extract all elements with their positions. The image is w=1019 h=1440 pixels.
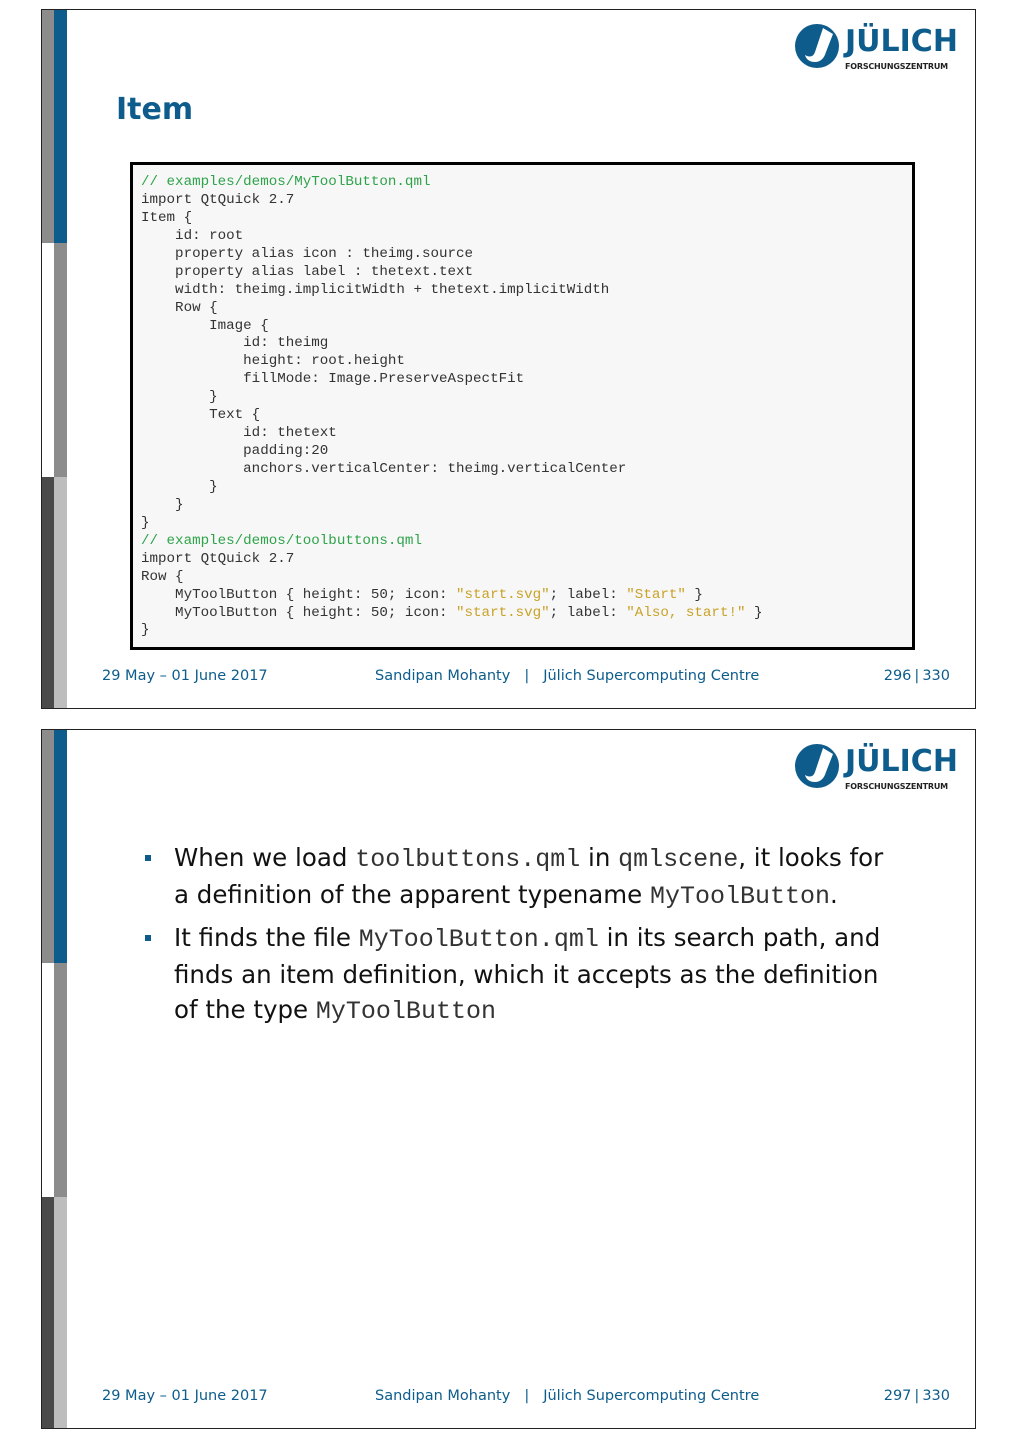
julich-logo [793,742,958,794]
inline-code: MyToolButton [315,997,496,1026]
code-line [141,551,904,569]
bullet-text: in its search path, and finds an item definition, which it accepts as the definition of the type [174,923,881,1024]
slide-title: Item [116,92,194,127]
code-string: "start.svg" [456,586,550,603]
julich-logo-icon [793,742,841,790]
code-line [141,389,904,407]
code-text: import QtQuick 2.7 [141,550,295,567]
slide-297 [41,729,976,1429]
code-string: "Also, start!" [626,604,746,621]
footer-date: 29 May – 01 June 2017 [102,668,268,684]
footer-date: 29 May – 01 June 2017 [102,1388,268,1404]
code-text: Image { [141,317,269,334]
code-line [141,461,904,479]
inline-code: MyToolButton.qml [358,925,599,954]
code-line [141,174,904,192]
code-text: Row { [141,299,218,316]
code-line [141,335,904,353]
code-text: id: root [141,227,244,244]
code-text: id: theimg [141,335,329,352]
code-line [141,605,904,623]
code-text: width: theimg.implicitWidth + thetext.implicitWidth [141,281,610,298]
code-line [141,443,904,461]
footer-center [375,668,759,684]
footer-org: Jülich Supercomputing Centre [543,668,760,684]
code-text: property alias label : thetext.text [141,263,474,280]
code-text: } [141,478,218,495]
code-line [141,569,904,587]
code-text: height: root.height [141,353,405,370]
code-line [141,210,904,228]
page-total: 330 [922,668,950,684]
code-text: MyToolButton { height: 50; icon: [141,586,457,603]
code-text: anchors.verticalCenter: theimg.verticalCenter [141,461,627,477]
code-line [141,353,904,371]
inline-code: qmlscene [618,845,739,874]
code-line [141,246,904,264]
bullet-text: in [580,843,619,872]
slide-footer [102,668,950,688]
bullet-item [142,840,902,914]
code-line [141,515,904,533]
sidebar-decoration [42,10,67,708]
bullet-item [142,920,902,1029]
code-text: property alias icon : theimg.source [141,245,474,262]
page-current: 297 [883,1388,912,1404]
code-text: ; label: [549,604,627,621]
code-text: } [745,604,763,621]
inline-code: toolbuttons.qml [355,845,581,874]
code-string: "start.svg" [456,604,550,621]
code-text: Row { [141,568,184,585]
code-text: } [141,622,150,639]
code-text: } [141,496,184,513]
page-current: 296 [883,668,912,684]
bullet-text: It finds the file [174,923,359,952]
code-string: "Start" [626,586,686,603]
code-line [141,264,904,282]
julich-logo [793,22,958,74]
footer-separator: | [524,1388,530,1404]
code-text: Text { [141,407,261,424]
bullet-text: . [830,880,838,909]
slide-footer [102,1388,950,1408]
code-text: import QtQuick 2.7 [141,191,295,208]
code-text: fillMode: Image.PreserveAspectFit [141,371,525,388]
footer-center [375,1388,759,1404]
logo-wordmark: JÜLICH [845,24,958,59]
bullet-list [142,840,902,1035]
page-total: 330 [922,1388,950,1404]
code-line [141,282,904,300]
inline-code: MyToolButton [649,882,830,911]
bullet-square-icon [145,855,151,861]
code-comment: // examples/demos/toolbuttons.qml [141,532,422,549]
slide-296 [41,9,976,709]
code-line [141,497,904,515]
code-block [130,162,915,650]
logo-wordmark: JÜLICH [845,744,958,779]
footer-author: Sandipan Mohanty [375,668,511,684]
code-line [141,407,904,425]
bullet-square-icon [145,935,151,941]
sidebar-decoration [42,730,67,1428]
code-line [141,228,904,246]
footer-page-number: 296 | 330 [883,668,950,684]
bullet-text: When we load [174,843,356,872]
code-text: } [685,586,703,603]
logo-subtitle: FORSCHUNGSZENTRUM [845,782,948,791]
code-line [141,479,904,497]
code-line [141,300,904,318]
code-text: Item { [141,209,193,226]
code-line [141,587,904,605]
footer-separator: | [524,668,530,684]
code-text: padding:20 [141,443,329,460]
code-text: MyToolButton { height: 50; icon: [141,604,457,621]
code-text: } [141,514,150,531]
code-line [141,622,904,640]
code-line [141,318,904,336]
code-line [141,533,904,551]
bullet-text: , it looks for a definition of the apparent typename [174,843,884,909]
code-line [141,192,904,210]
code-text: ; label: [549,586,627,603]
logo-subtitle: FORSCHUNGSZENTRUM [845,62,948,71]
code-text: id: thetext [141,425,337,442]
footer-org: Jülich Supercomputing Centre [543,1388,760,1404]
footer-author: Sandipan Mohanty [375,1388,511,1404]
code-line [141,371,904,389]
code-line [141,425,904,443]
code-comment: // examples/demos/MyToolButton.qml [141,174,431,190]
julich-logo-icon [793,22,841,70]
footer-page-number: 297 | 330 [883,1388,950,1404]
code-text: } [141,389,218,406]
